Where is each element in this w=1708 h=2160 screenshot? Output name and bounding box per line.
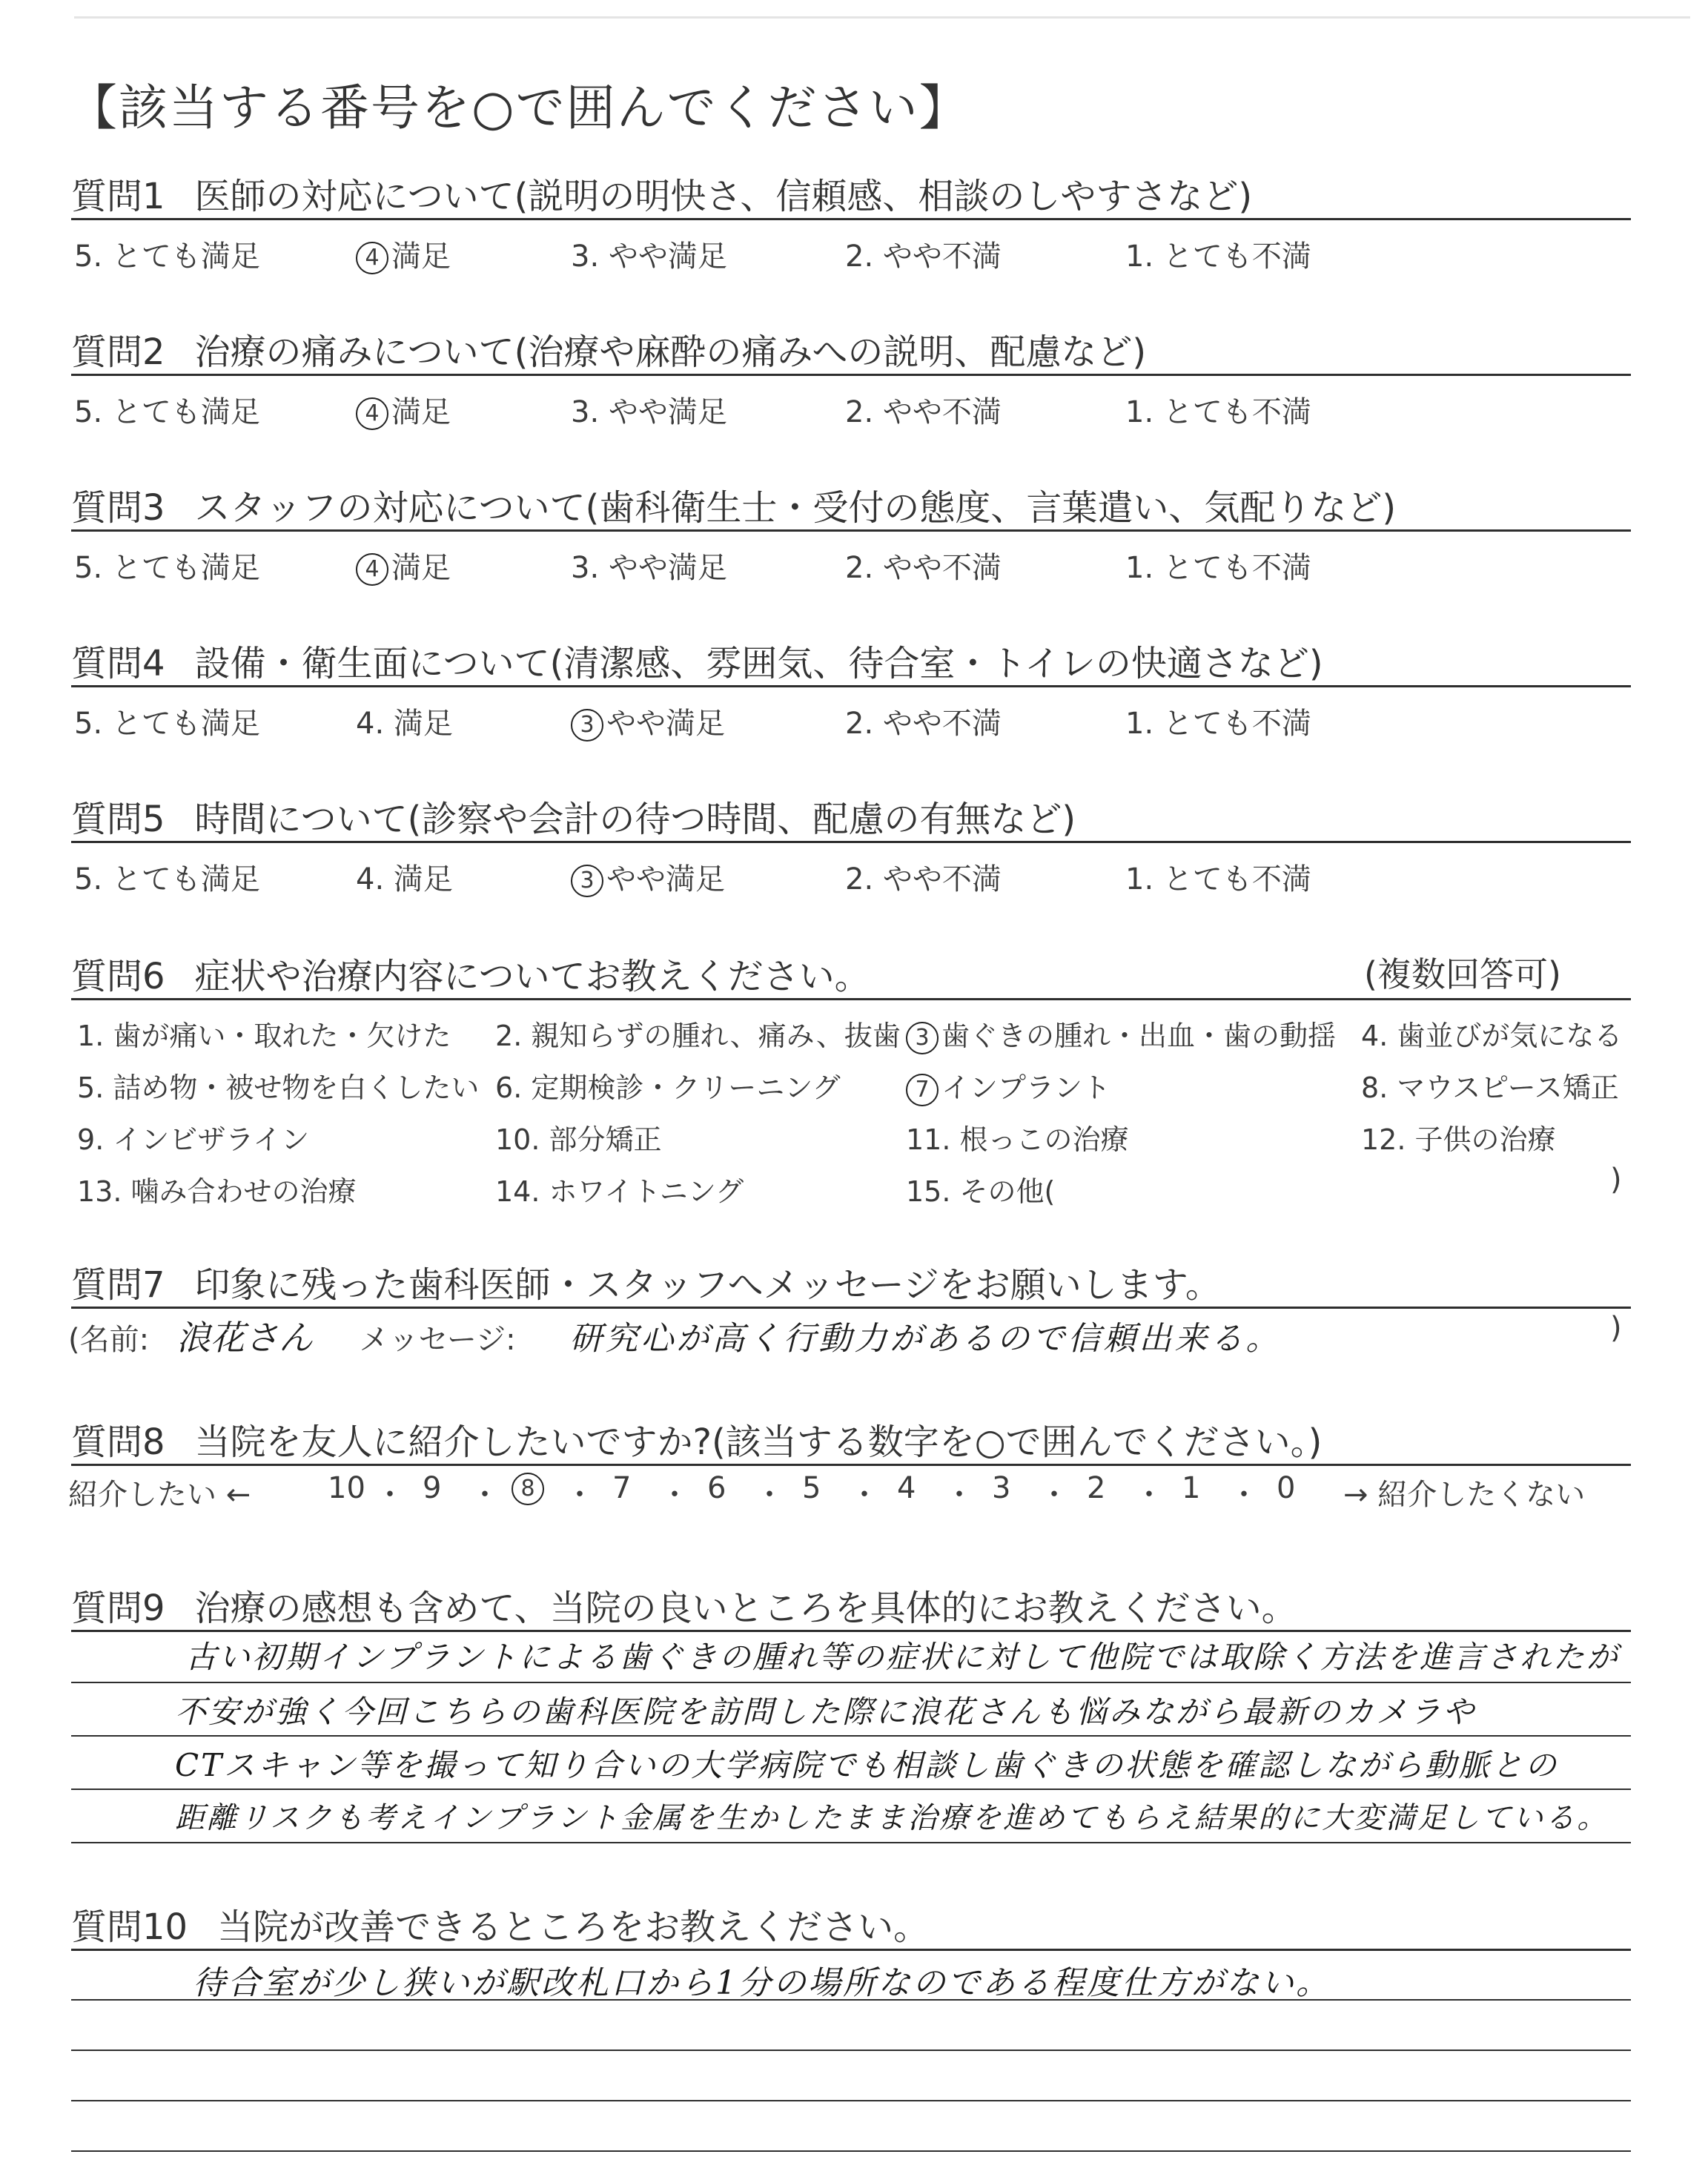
symptom-label: 根っこの治療: [959, 1123, 1129, 1156]
symptom-number: 14: [495, 1175, 532, 1208]
symptom-number: 12: [1361, 1123, 1397, 1156]
q8-scale-7[interactable]: 7: [612, 1471, 632, 1505]
option-label: やや不満: [882, 240, 1002, 274]
option-label: とても満足: [111, 240, 260, 274]
option-label: やや満足: [606, 707, 725, 741]
q4-heading: [71, 635, 1323, 686]
option-label: とても満足: [111, 862, 260, 896]
symptom-number: 9: [77, 1123, 96, 1156]
option-label: とても不満: [1162, 707, 1311, 741]
q9-heading: [71, 1579, 1297, 1631]
q2-text: 治療の痛みについて(治療や麻酔の痛みへの説明、配慮など): [194, 331, 1147, 373]
symptom-label: 部分矯正: [549, 1123, 662, 1156]
q1-number: 質問1: [71, 176, 165, 217]
q3-rule: [71, 529, 1631, 532]
symptom-number: 6: [495, 1071, 514, 1104]
q5-text: 時間について(診察や会計の待つ時間、配慮の有無など): [194, 799, 1076, 840]
symptom-item-10[interactable]: 10. 部分矯正: [495, 1123, 662, 1156]
q8-scale-9[interactable]: 9: [423, 1471, 442, 1505]
option-label: とても不満: [1162, 395, 1311, 429]
symptom-number: 2: [495, 1020, 514, 1052]
q9-answer-line[interactable]: 距離リスクも考えインプラント金属を生かしたまま治療を進めてもらえ結果的に大変満足している。: [175, 1801, 1609, 1835]
q10-answer-line[interactable]: 待合室が少し狭いが駅改札口から1分の場所なのである程度仕方がない。: [193, 1964, 1331, 2002]
q2-option-2[interactable]: 2. やや不満: [845, 395, 1002, 429]
option-number: 2: [845, 862, 864, 896]
symptom-item-1[interactable]: 1. 歯が痛い・取れた・欠けた: [77, 1020, 451, 1052]
q5-option-5[interactable]: 5. とても満足: [74, 862, 260, 896]
q6-multi-note: (複数回答可): [1364, 954, 1561, 994]
q9-text: 治療の感想も含めて、当院の良いところを具体的にお教えください。: [194, 1588, 1297, 1629]
option-label: やや満足: [608, 395, 727, 429]
option-label: 満足: [393, 862, 453, 896]
option-number: 3: [571, 395, 590, 429]
option-number: 1: [1125, 395, 1145, 429]
q9-number: 質問9: [71, 1588, 165, 1629]
q2-option-4[interactable]: [356, 389, 451, 431]
q1-option-2[interactable]: 2. やや不満: [845, 240, 1002, 274]
q9-answer-rule: [71, 1789, 1631, 1790]
option-label: 満足: [391, 551, 451, 585]
q9-answer-line[interactable]: CTスキャン等を撮って知り合いの大学病院でも相談し歯ぐきの状態を確認しながら動脈との: [175, 1747, 1559, 1783]
q6-heading: [71, 948, 870, 999]
q8-scale-separator: ・: [1229, 1478, 1259, 1512]
q10-answer-rule: [71, 2150, 1631, 2152]
page-title: 【該当する番号を○で囲んでください】: [68, 79, 970, 136]
q8-scale-10[interactable]: 10: [328, 1471, 365, 1505]
q10-answer-rule: [71, 2100, 1631, 2101]
option-label: とても不満: [1162, 862, 1311, 896]
option-number: 5: [74, 551, 93, 585]
option-number: 1: [1125, 862, 1145, 896]
option-label: やや不満: [882, 395, 1002, 429]
q8-right-label: → 紹介したくない: [1343, 1478, 1586, 1512]
q10-answer-rule: [71, 2050, 1631, 2051]
q8-scale-separator: ・: [375, 1478, 405, 1512]
q4-option-1[interactable]: 1. とても不満: [1125, 707, 1311, 741]
option-label: 満足: [391, 240, 451, 274]
option-label: やや満足: [608, 551, 727, 585]
q3-option-4[interactable]: [356, 544, 451, 587]
option-label: とても不満: [1162, 551, 1311, 585]
q10-text: 当院が改善できるところをお教えください。: [217, 1906, 930, 1948]
q5-option-1[interactable]: 1. とても不満: [1125, 862, 1311, 896]
symptom-label: 詰め物・被せ物を白くしたい: [113, 1071, 480, 1104]
q7-message-value[interactable]: 研究心が高く行動力があるので信頼出来る。: [569, 1320, 1282, 1358]
q8-scale-3[interactable]: 3: [992, 1471, 1011, 1505]
selected-circle: 4: [356, 553, 388, 586]
q6-text: 症状や治療内容についてお教えください。: [194, 956, 870, 997]
q3-number: 質問3: [71, 487, 165, 529]
option-number: 3: [571, 240, 590, 274]
option-number: 1: [1125, 707, 1145, 741]
q5-heading: [71, 790, 1076, 842]
q3-option-1[interactable]: 1. とても不満: [1125, 551, 1311, 585]
q6-other-close-paren: ): [1610, 1163, 1622, 1197]
q5-option-2[interactable]: 2. やや不満: [845, 862, 1002, 896]
option-number: 5: [74, 240, 93, 274]
q8-rule: [71, 1464, 1631, 1466]
symptom-number: 11: [906, 1123, 942, 1156]
option-number: 2: [845, 240, 864, 274]
q2-number: 質問2: [71, 331, 165, 373]
q8-scale-separator: ・: [660, 1478, 689, 1512]
symptom-label: その他(: [959, 1175, 1056, 1208]
option-number: 3: [571, 551, 590, 585]
option-label: やや満足: [606, 862, 725, 896]
q9-answer-rule: [71, 1682, 1631, 1683]
option-label: 満足: [393, 707, 453, 741]
option-number: 5: [74, 862, 93, 896]
q10-rule: [71, 1949, 1631, 1951]
q4-option-5[interactable]: 5. とても満足: [74, 707, 260, 741]
option-label: やや不満: [882, 707, 1002, 741]
q9-answer-rule: [71, 1842, 1631, 1843]
q8-scale-5[interactable]: 5: [802, 1471, 821, 1505]
selected-circle: 3: [906, 1022, 939, 1054]
symptom-item-15[interactable]: 15. その他(: [906, 1175, 1056, 1208]
option-number: 2: [845, 395, 864, 429]
page-edge: [74, 16, 1690, 19]
q7-rule: [71, 1307, 1631, 1309]
q8-scale-separator: ・: [1039, 1478, 1069, 1512]
q4-option-3[interactable]: [571, 700, 725, 742]
symptom-label: 親知らずの腫れ、痛み、抜歯: [531, 1020, 901, 1052]
option-label: とても満足: [111, 707, 260, 741]
symptom-item-8[interactable]: 8. マウスピース矯正: [1361, 1071, 1619, 1104]
q8-left-label: 紹介したい ←: [68, 1478, 251, 1512]
symptom-label: マウスピース矯正: [1397, 1071, 1619, 1104]
q9-answer-rule: [71, 1735, 1631, 1737]
q1-option-1[interactable]: 1. とても不満: [1125, 240, 1311, 274]
q1-text: 医師の対応について(説明の明快さ、信頼感、相談のしやすさなど): [194, 176, 1253, 217]
option-label: とても満足: [111, 395, 260, 429]
q8-scale-0[interactable]: 0: [1277, 1471, 1296, 1505]
q8-scale-separator: ・: [1134, 1478, 1164, 1512]
selected-circle: 3: [571, 709, 603, 742]
symptom-label: 定期検診・クリーニング: [531, 1071, 841, 1104]
q6-rule: [71, 998, 1631, 1000]
q8-scale-separator: ・: [565, 1478, 595, 1512]
symptom-label: 歯並びが気になる: [1397, 1020, 1623, 1052]
option-number: 2: [845, 707, 864, 741]
symptom-item-3[interactable]: [906, 1013, 1336, 1054]
symptom-number: 8: [1361, 1071, 1380, 1104]
q1-heading: [71, 168, 1252, 219]
q3-heading: [71, 479, 1396, 530]
q8-number: 質問8: [71, 1421, 165, 1463]
q1-option-5[interactable]: 5. とても満足: [74, 240, 260, 274]
q7-number: 質問7: [71, 1264, 165, 1306]
symptom-item-12[interactable]: 12. 子供の治療: [1361, 1123, 1556, 1156]
q9-answer-line[interactable]: 不安が強く今回こちらの歯科医院を訪問した際に浪花さんも悩みながら最新のカメラや: [175, 1694, 1477, 1730]
q7-heading: [71, 1256, 1221, 1307]
q8-scale-separator: ・: [755, 1478, 784, 1512]
q3-option-3[interactable]: 3. やや満足: [571, 551, 727, 585]
q9-answer-line[interactable]: 古い初期インプラントによる歯ぐきの腫れ等の症状に対して他院では取除く方法を進言されたが: [185, 1639, 1621, 1675]
q2-option-5[interactable]: 5. とても満足: [74, 395, 260, 429]
option-label: とても不満: [1162, 240, 1311, 274]
selected-circle: 7: [906, 1074, 939, 1106]
q2-heading: [71, 323, 1146, 374]
symptom-item-6[interactable]: 6. 定期検診・クリーニング: [495, 1071, 841, 1104]
selected-circle: 4: [356, 242, 388, 274]
q4-text: 設備・衛生面について(清潔感、雰囲気、待合室・トイレの快適さなど): [194, 643, 1323, 684]
symptom-label: ホワイトニング: [549, 1175, 744, 1208]
option-label: とても満足: [111, 551, 260, 585]
symptom-item-11[interactable]: 11. 根っこの治療: [906, 1123, 1129, 1156]
q8-scale-1[interactable]: 1: [1182, 1471, 1201, 1505]
option-label: やや満足: [608, 240, 727, 274]
symptom-label: 歯が痛い・取れた・欠けた: [113, 1020, 451, 1052]
option-number: 4: [356, 707, 375, 741]
symptom-number: 1: [77, 1020, 96, 1052]
q3-option-2[interactable]: 2. やや不満: [845, 551, 1002, 585]
symptom-number: 10: [495, 1123, 532, 1156]
symptom-label: 噛み合わせの治療: [130, 1175, 357, 1208]
symptom-number: 13: [77, 1175, 113, 1208]
symptom-item-4[interactable]: 4. 歯並びが気になる: [1361, 1020, 1623, 1052]
symptom-label: 子供の治療: [1414, 1123, 1556, 1156]
option-number: 2: [845, 551, 864, 585]
symptom-item-9[interactable]: 9. インビザライン: [77, 1123, 310, 1156]
q10-number: 質問10: [71, 1906, 188, 1948]
q5-option-3[interactable]: [571, 856, 725, 898]
q8-scale-2[interactable]: 2: [1087, 1471, 1106, 1505]
q5-rule: [71, 841, 1631, 843]
symptom-label: インプラント: [941, 1071, 1111, 1104]
option-number: 1: [1125, 551, 1145, 585]
q4-number: 質問4: [71, 643, 165, 684]
q8-scale-separator: ・: [850, 1478, 879, 1512]
symptom-label: インビザライン: [113, 1123, 310, 1156]
q4-option-4[interactable]: 4. 満足: [356, 707, 453, 741]
q2-option-3[interactable]: 3. やや満足: [571, 395, 727, 429]
q2-option-1[interactable]: 1. とても不満: [1125, 395, 1311, 429]
symptom-item-13[interactable]: 13. 噛み合わせの治療: [77, 1175, 357, 1208]
option-label: やや不満: [882, 862, 1002, 896]
q8-scale-4[interactable]: 4: [897, 1471, 916, 1505]
q1-option-3[interactable]: 3. やや満足: [571, 240, 727, 274]
q4-option-2[interactable]: 2. やや不満: [845, 707, 1002, 741]
option-label: やや不満: [882, 551, 1002, 585]
symptom-item-14[interactable]: 14. ホワイトニング: [495, 1175, 744, 1208]
q3-option-5[interactable]: 5. とても満足: [74, 551, 260, 585]
q1-rule: [71, 218, 1631, 220]
selected-circle: 4: [356, 397, 388, 430]
option-number: 4: [356, 862, 375, 896]
q8-scale-selected-8[interactable]: 8: [512, 1473, 544, 1505]
q7-close-paren: ): [1610, 1311, 1622, 1345]
q8-scale-6[interactable]: 6: [707, 1471, 726, 1505]
q7-name-label: (名前:: [68, 1323, 150, 1357]
q7-message-row: [68, 1311, 1281, 1360]
symptom-number: 4: [1361, 1020, 1380, 1052]
q3-text: スタッフの対応について(歯科衛生士・受付の態度、言葉遣い、気配りなど): [194, 487, 1397, 529]
q7-text: 印象に残った歯科医師・スタッフへメッセージをお願いします。: [194, 1264, 1221, 1306]
q8-scale-separator: ・: [470, 1478, 500, 1512]
symptom-number: 15: [906, 1175, 942, 1208]
symptom-item-7[interactable]: [906, 1065, 1110, 1106]
option-label: 満足: [391, 395, 451, 429]
q6-number: 質問6: [71, 956, 165, 997]
symptom-label: 歯ぐきの腫れ・出血・歯の動揺: [941, 1020, 1337, 1052]
q9-rule: [71, 1630, 1631, 1632]
q7-name-value[interactable]: 浪花さん: [176, 1318, 313, 1358]
q4-rule: [71, 685, 1631, 687]
q7-message-label: メッセージ:: [359, 1323, 516, 1357]
selected-circle: 3: [571, 865, 603, 897]
symptom-number: 5: [77, 1071, 96, 1104]
symptom-item-2[interactable]: 2. 親知らずの腫れ、痛み、抜歯: [495, 1020, 901, 1052]
q5-option-4[interactable]: 4. 満足: [356, 862, 453, 896]
q1-option-4[interactable]: [356, 233, 451, 275]
q8-scale-separator: ・: [944, 1478, 974, 1512]
q8-text: 当院を友人に紹介したいですか?(該当する数字を○で囲んでください。): [194, 1421, 1323, 1463]
option-number: 5: [74, 395, 93, 429]
q2-rule: [71, 374, 1631, 376]
q5-number: 質問5: [71, 799, 165, 840]
q10-heading: [71, 1898, 929, 1949]
symptom-item-5[interactable]: 5. 詰め物・被せ物を白くしたい: [77, 1071, 480, 1104]
q8-heading: [71, 1413, 1322, 1464]
option-number: 5: [74, 707, 93, 741]
option-number: 1: [1125, 240, 1145, 274]
